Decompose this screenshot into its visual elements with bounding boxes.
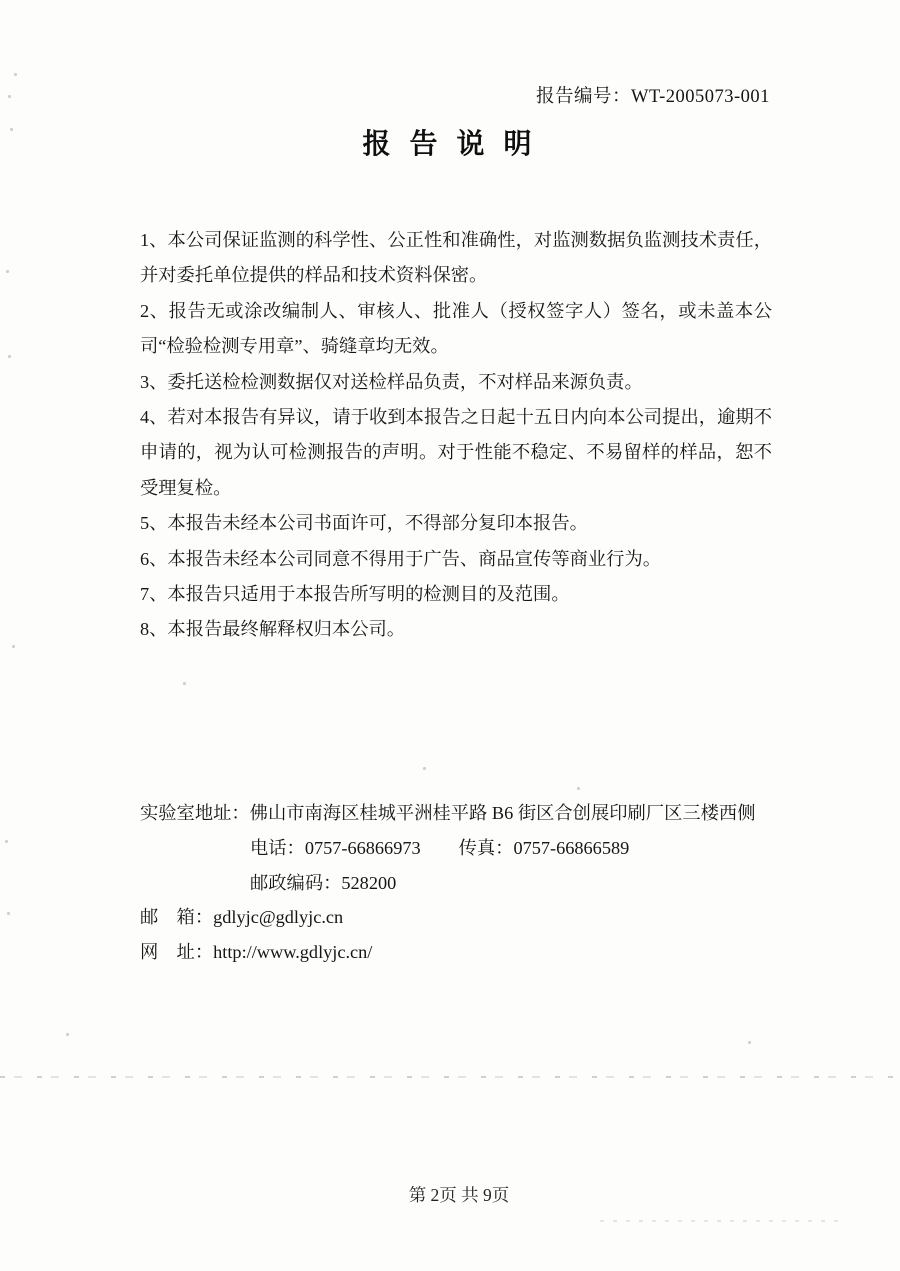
postal-code: 邮政编码：528200 xyxy=(250,872,397,893)
note-item-5: 5、本报告未经本公司书面许可，不得部分复印本报告。 xyxy=(140,513,588,534)
notes-list xyxy=(140,223,772,648)
scan-speck xyxy=(748,1041,751,1044)
phone-fax-line xyxy=(140,831,780,866)
scan-speck xyxy=(423,767,426,770)
page-number-footer: 第 2页 共 9页 xyxy=(408,1185,510,1205)
note-item-3: 3、委托送检检测数据仅对送检样品负责，不对样品来源负责。 xyxy=(140,371,643,392)
website-line: 网 址：http://www.gdlyjc.cn/ xyxy=(140,942,373,963)
note-item-1: 1、本公司保证监测的科学性、公正性和准确性，对监测数据负监测技术责任，并对委托单位提供的样品和技术资料保密。 xyxy=(140,230,772,286)
fax-number: 传真：0757-66866589 xyxy=(458,837,630,858)
scan-speck xyxy=(6,270,9,273)
scan-speck xyxy=(8,95,11,98)
lab-address: 实验室地址：佛山市南海区桂城平洲桂平路 B6 街区合创展印刷厂区三楼西侧 xyxy=(140,803,756,823)
contact-block xyxy=(140,796,780,970)
scan-speck xyxy=(5,840,8,843)
scan-speck xyxy=(10,128,13,131)
scan-speck xyxy=(183,682,186,685)
page-title: 报 告 说 明 xyxy=(362,129,538,160)
scan-artifact-dashed-line xyxy=(0,1076,900,1078)
email-line: 邮 箱：gdlyjc@gdlyjc.cn xyxy=(140,907,344,928)
report-number: 报告编号：WT-2005073-001 xyxy=(536,87,770,107)
scan-speck xyxy=(7,912,10,915)
note-item-4: 4、若对本报告有异议，请于收到本报告之日起十五日内向本公司提出，逾期不申请的，视为认可检测报告的声明。对于性能不稳定、不易留样的样品，恕不受理复检。 xyxy=(140,407,772,498)
note-item-7: 7、本报告只适用于本报告所写明的检测目的及范围。 xyxy=(140,584,570,605)
note-item-8: 8、本报告最终解释权归本公司。 xyxy=(140,619,406,640)
scan-speck xyxy=(12,645,15,648)
scan-speck xyxy=(577,787,580,790)
scan-speck xyxy=(66,1033,69,1036)
note-item-2: 2、报告无或涂改编制人、审核人、批准人（授权签字人）签名，或未盖本公司“检验检测专用章”、骑缝章均无效。 xyxy=(140,300,772,357)
note-item-6: 6、本报告未经本公司同意不得用于广告、商品宣传等商业行为。 xyxy=(140,548,662,569)
scan-speck xyxy=(8,355,11,358)
phone-number: 电话：0757-66866973 xyxy=(250,837,421,858)
scan-artifact-dotted-line xyxy=(600,1220,845,1222)
scan-speck xyxy=(14,73,17,76)
